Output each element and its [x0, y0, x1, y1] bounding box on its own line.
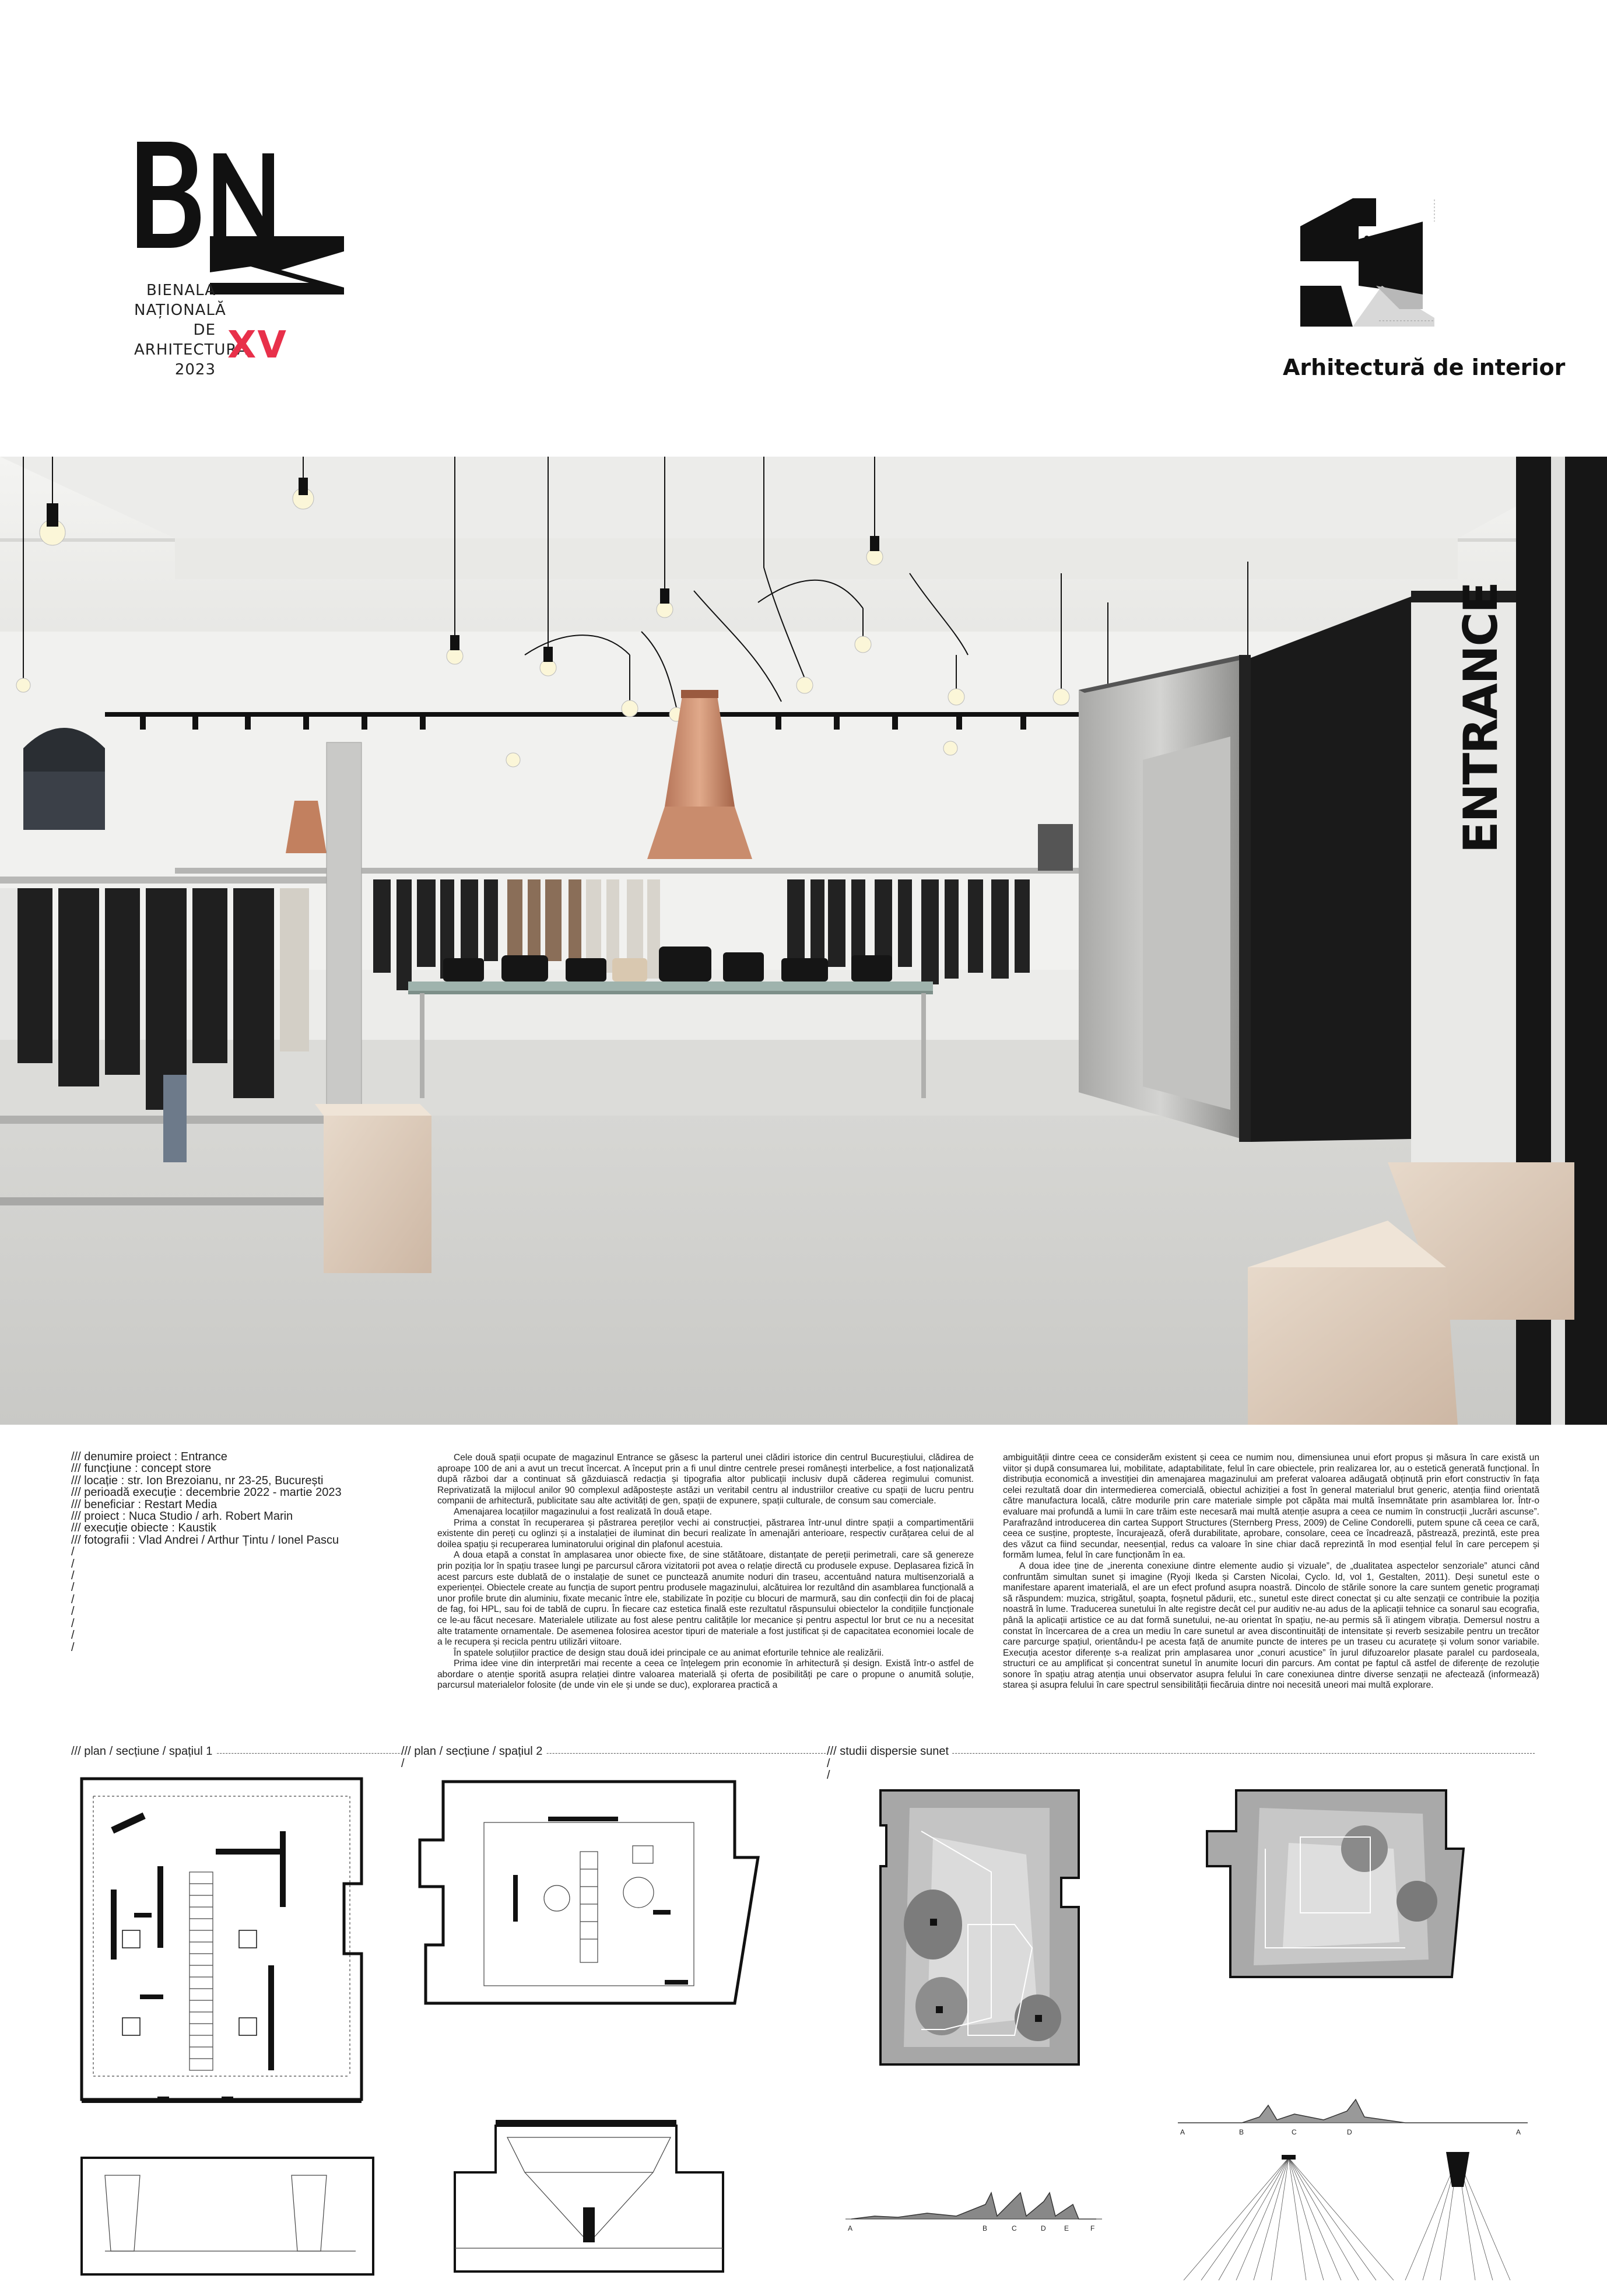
profile-label: B	[1239, 2128, 1244, 2136]
credit-function: /// funcțiune : concept store	[71, 1462, 212, 1475]
plan-space-2-drawing	[408, 1770, 781, 2277]
credit-slash: /	[71, 1605, 75, 1618]
description-column-2	[1003, 1453, 1539, 1691]
credit-period: /// perioadă execuție : decembrie 2022 - martie 2023	[71, 1486, 342, 1499]
credit-slash: /	[71, 1617, 75, 1630]
plan-space-1-drawing	[70, 1773, 385, 2280]
profile-label: C	[1012, 2224, 1017, 2232]
section-slash: /	[827, 1757, 830, 1770]
sound-dispersion-study-2	[1172, 1779, 1534, 2286]
description-paragraph: Prima a constat în recuperarea și păstrarea pereților vechi ai construcției, păstrarea într-unul dintre spații a compartimentării existente din pereți cu oglinzi și a instalației de iluminat din becuri realizate în amenajări anterioare, respectiv curățarea celui de al doilea spațiu și recuperarea luminatorului original din plafonul acestuia.	[437, 1517, 974, 1550]
description-paragraph: Amenajarea locațiilor magazinului a fost realizată în două etape.	[454, 1506, 712, 1517]
section-title: Arhitectură de interior	[1283, 355, 1566, 380]
store-interior-photo	[0, 457, 1607, 1425]
description-column-1	[437, 1453, 974, 1691]
profile-label: B	[983, 2224, 988, 2232]
entrance-sign-text: ENTRANCE	[1454, 583, 1508, 853]
description-paragraph: A doua etapă a constat în amplasarea unor obiecte fixe, de sine stătătoare, distanțate de pereții perimetrali, care să genereze prin poziția lor în spațiu trasee lungi pe parcursul cărora vizitatorii pot avea o relație directă cu produsele expuse. Deplasarea fizică în acest parcurs este dublată de o instalație de sunet ce punctează anumite noduri din traseu, accentuând natura multisenzorială a experienței. Obiectele create au funcția de suport pentru produsele magazinului, alcătuirea lor rezultând din asamblarea funcțională a unor profile brute din aluminiu, fixate mecanic între ele, stabilizate în poziție cu blocuri de marmură, sau din confecții din foi de placaj de fag, foi HPL, sau foi de tablă de cupru. În fiecare caz estetica finală este rezultatul răspunsului obiectelor la condițiile funcționale ce le-au făcut necesare. Materialele utilizate au fost alese pentru calitățile lor mecanice și pentru aspectul lor brut ce nu a necesitat alte tratamente ornamentale. De asemenea folosirea acestor tipuri de materiale a fost justificat și de capacitatea economiei locale de a le recupera și recicla pentru utilizări viitoare.	[437, 1550, 974, 1647]
bna-logo	[134, 137, 356, 405]
credit-slash: /	[71, 1545, 75, 1559]
profile-label: C	[1292, 2128, 1297, 2136]
profile-label: A	[1180, 2128, 1185, 2136]
entrance-sign	[1423, 583, 1539, 853]
sound-dispersion-study-1	[840, 1773, 1108, 2280]
interior-architecture-logo	[1283, 192, 1566, 385]
credit-slash: /	[71, 1629, 75, 1642]
bna-line: NAȚIONALĂ	[134, 302, 226, 319]
bna-line: BIENALA	[146, 282, 216, 299]
credit-photos: /// fotografii : Vlad Andrei / Arthur Țintu / Ionel Pascu	[71, 1533, 339, 1547]
description-paragraph: ambiguității dintre ceea ce considerăm existent și ceea ce numim nou, dimensiunea unui efort propus și măsura în care există un viitor și după consumarea lui, mobilitate, adaptabilitate, felul în care obiectele, prin realizarea lor, au o estetică generată funcțional. În distribuția economică a investiției din amenajarea magazinului am preferat valoarea adăugată obținută prin efort constructiv în fața celei rezultată doar din intermedierea comercială, obiectul achiziției a fost în general materialul brut generic, atenția fiind orientată către manufactura locală, către modurile prin care materiale simple pot căpăta mai multă însemnătate prin asamblarea lor. Într-o evaluare mai profundă a lumii în care trăim este necesară mai multă atenție asupra a ceea ce numim în construcții „lucrări ascunse”. Parafrazând introducerea din cartea Support Structures (Sternberg Press, 2009) de Celine Condorelli, putem spune că ceea ce cară, ceea ce susține, propteste, încurajează, oferă durabilitate, aprobare, consolare, ceea ce încadrează, păstrează, prezintă, este prea des văzut ca fiind secundar, neesențial, redus ca valoare în sine chiar dacă reprezintă în mod esențial felul în care percepem și formăm lumea, felul în care funcționăm în ea.	[1003, 1453, 1539, 1561]
label-sound-studies: /// studii dispersie sunet	[827, 1745, 952, 1758]
credit-slash: /	[71, 1640, 75, 1654]
description-paragraph: A doua idee ține de „inerenta conexiune dintre elemente audio și vizuale”, de „dualitatea aspectelor senzoriale” atunci când confruntăm simultan sunet și imagine (Ryoji Ikeda și Carsten Nicolai, Cyclo. Id, vol 1, Gestalten, 2011). Deși sunetul este o manifestare aparent imaterială, el are un efect profund asupra noastră. Dincolo de stările sonore la care suntem genetic programați să răspundem: muzica, strigătul, șoapta, foșnetul pădurii, etc., sunetul este direct conectat și cu alte senzații ce contribuie la poziția noastră în lume. Traducerea sunetului în alte registre decât cel pur auditiv ne-au adus de la aplicații tehnice ca sonarul sau ecografia, până la aplicații artistice ce au dat formă sunetului, ne-au orientat în spațiu, ne-au permis să îi atingem vibrația. Demersul nostru a constat în încercarea de a crea un mediu în care sunetul ar avea discontinuități de intensitate și reverb sesizabile pentru un trecător care parcurge spațiul, orientându-l pe acesta față de anumite puncte de interes pe un traseu cu acuratețe și volum sonor variabile. Execuția acestor diferențe s-a realizat prin amplasarea unor „conuri acustice” în jurul difuzoarelor plasate paralel cu pardoseala, structuri ce au amplificat și concentrat sunetul în anumite locuri din parcurs. Am contat pe faptul că astfel de diferențe de rezoluție sonore în spațiu atrag atenția unui observator asupra felului în care conexiunea dintre diverse senzații ne afectează (informează) starea și asupra felului în care spectrul sensibilității fiecăruia dintre noi necesită uneori mai multă explorare.	[1003, 1561, 1539, 1691]
credit-slash: /	[71, 1557, 75, 1571]
project-credits	[71, 1451, 398, 1653]
credit-design: /// proiect : Nuca Studio / arh. Robert Marin	[71, 1510, 293, 1523]
bna-line: DE	[193, 321, 216, 339]
photo-illustration	[0, 457, 1607, 1425]
credit-location: /// locație : str. Ion Brezoianu, nr 23-25, București	[71, 1474, 324, 1487]
description-paragraph: În spatele soluțiilor practice de design stau două idei principale ce au animat eforturile tehnice ale realizării.	[454, 1647, 884, 1658]
bna-line: ARHITECTURĂ	[134, 341, 248, 359]
profile-label: A	[1516, 2128, 1521, 2136]
credit-beneficiary: /// beneficiar : Restart Media	[71, 1498, 217, 1511]
bna-edition: XV	[227, 324, 287, 367]
profile-label: D	[1041, 2224, 1046, 2232]
profile-label: F	[1090, 2224, 1095, 2232]
section-slash: /	[401, 1757, 405, 1770]
section-slash: /	[827, 1769, 830, 1782]
credit-slash: /	[71, 1581, 75, 1594]
description-paragraph: Prima idee vine din interpretări mai recente a ceea ce înțelegem prin economie în arhitectură și design. Există într-o astfel de abordare o atenție sporită asupra relației dintre valoarea materială și oferta de posibilități pe care o propune o anumită soluție, parcursul materialelor folosite (de unde vin ele și unde se duc), explorarea practică a	[437, 1659, 974, 1691]
credit-slash: /	[71, 1593, 75, 1606]
label-plan-space-2: /// plan / secțiune / spațiul 2	[401, 1745, 546, 1758]
drawings-divider	[71, 1753, 1535, 1754]
credit-slash: /	[71, 1569, 75, 1583]
profile-label: E	[1064, 2224, 1069, 2232]
description-paragraph: Cele două spații ocupate de magazinul Entrance se găsesc la parterul unei clădiri istorice din centrul Bucureștiului, clădirea de aproape 100 de ani a avut un trecut încercat. A început prin a fi unul dintre centrele presei românești interbelice, a fost naționalizată după război dar a continuat să găzduiască redacția și tipografia altor publicații inclusiv după căderea regimului comunist. Reprivatizată la mijlocul anilor 90 complexul adăpostește astăzi un veritabil centru al industriilor creative cu spații de lucru pentru companii de arhitectură, publicitate sau alte activități de gen, spații de expunere, spații culturale, de consum sau comerciale.	[437, 1453, 974, 1506]
bna-year: 2023	[174, 361, 216, 378]
label-plan-space-1: /// plan / secțiune / spațiul 1	[71, 1745, 216, 1758]
profile-label: A	[848, 2224, 853, 2232]
credit-fabrication: /// execuție obiecte : Kaustik	[71, 1522, 217, 1535]
profile-label: D	[1347, 2128, 1352, 2136]
interior-logo-graphic	[1289, 192, 1440, 338]
bna-text-block	[134, 281, 248, 380]
credit-project-name: /// denumire proiect : Entrance	[71, 1450, 227, 1463]
